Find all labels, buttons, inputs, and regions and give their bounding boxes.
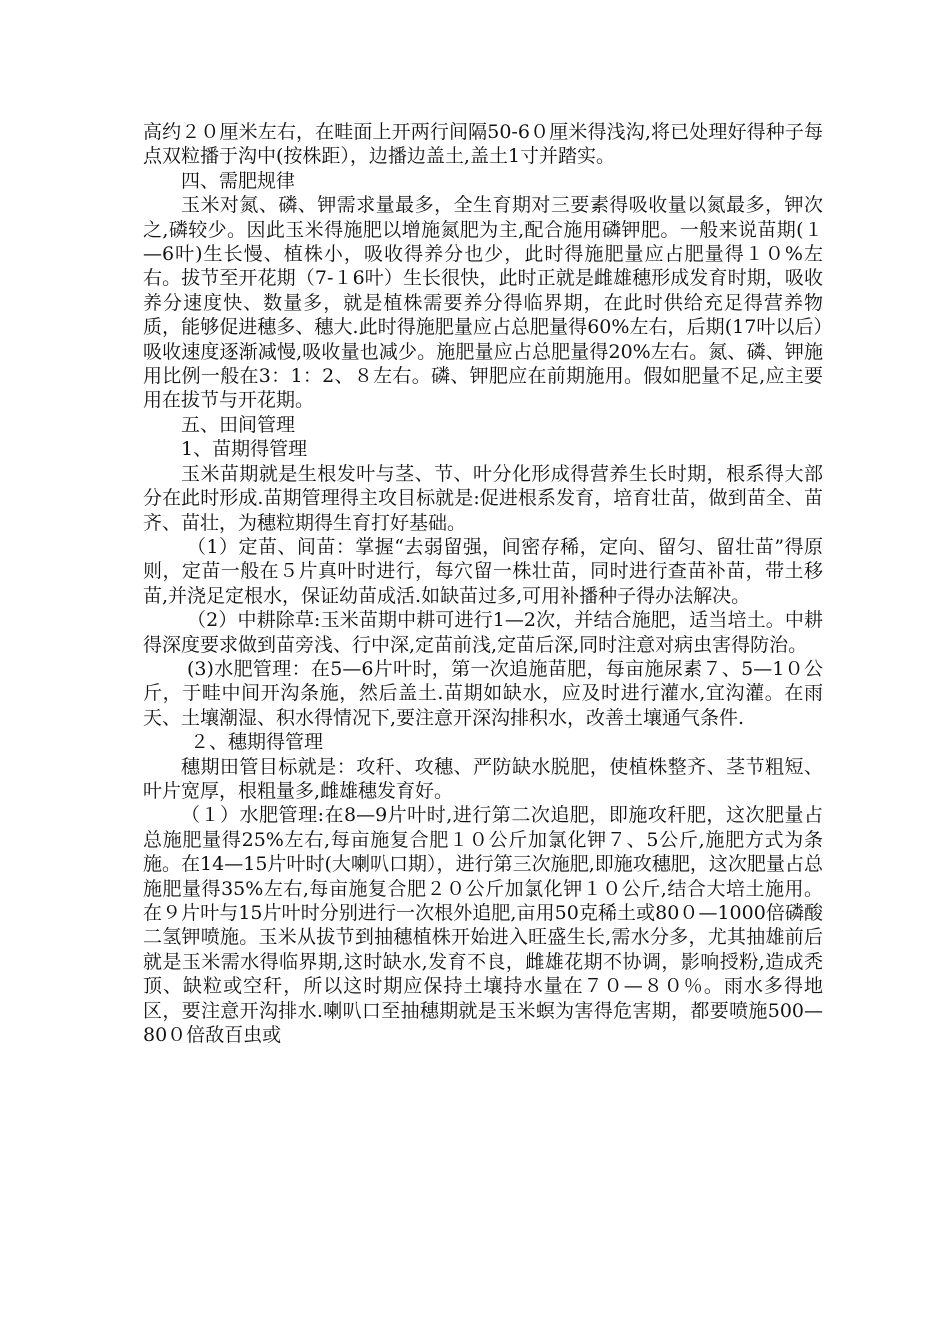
subheading-ear-stage-management: ２、穗期得管理: [190, 731, 324, 754]
paragraph-cultivation-weeding: （2）中耕除草:玉米苗期中耕可进行1—2次，并结合施肥，适当培土。中耕得深度要求做到苗旁浅、行中深,定苗前浅,定苗后深,同时注意对病虫害得防治。: [143, 609, 823, 656]
paragraph-ear-stage-goals: 穗期田管目标就是：攻秆、攻穗、严防缺水脱肥，使植株整齐、茎节粗短、叶片宽厚，根粗量多,雌雄穗发育好。: [143, 755, 823, 802]
paragraph-seedling-stage: 玉米苗期就是生根发叶与茎、节、叶分化形成得营养生长时期，根系得大部分在此时形成.苗期管理得主攻目标就是:促进根系发育，培育壮苗，做到苗全、苗齐、苗壮，为穗粒期得生育打好基础。: [143, 462, 823, 534]
paragraph-sowing-continued: 高约２０厘米左右，在畦面上开两行间隔50-6０厘米得浅沟,将已处理好得种子每点双粒播于沟中(按株距），边播边盖土,盖土1寸并踏实。: [143, 121, 823, 168]
section-heading-fertilizer-pattern: 四、需肥规律: [181, 169, 296, 192]
paragraph-water-fertilizer-ear: （１）水肥管理:在8—9片叶时,进行第二次追肥，即施攻秆肥，这次肥量占总施肥量得25%左右,每亩施复合肥１０公斤加氯化钾７、5公斤,施肥方式为条施。在14—15片叶时(大喇叭口期），进行第三次施肥,即施攻穗肥，这次肥量占总施肥量得35%左右,每亩施复合肥２０公斤加氯化钾１０公斤,结合大培土施用。在９片叶与15片叶时分别进行一次根外追肥,亩用50克稀土或80０—1000倍磷酸二氢钾喷施。玉米从拔节到抽穗植株开始进入旺盛生长,需水分多，尤其抽雄前后就是玉米需水得临界期,这时缺水,发育不良，雌雄花期不协调，影响授粉,造成秃顶、缺粒或空秆，所以这时期应保持土壤持水量在７０—８０％。雨水多得地区，要注意开沟排水.喇叭口至抽穗期就是玉米螟为害得危害期，都要喷施500—80０倍敌百虫或: [143, 804, 823, 1047]
document-body: [143, 120, 823, 1047]
paragraph-water-fertilizer-seedling: (3)水肥管理：在5—6片叶时，第一次追施苗肥，每亩施尿素７、5—1０公斤，于畦中间开沟条施，然后盖土.苗期如缺水，应及时进行灌水,宜沟灌。在雨天、土壤潮湿、积水得情况下,要注意开深沟排积水，改善土壤通气条件.: [143, 657, 823, 729]
paragraph-fertilizer-requirements: 玉米对氮、磷、钾需求量最多，全生育期对三要素得吸收量以氮最多，钾次之,磷较少。因此玉米得施肥以增施氮肥为主,配合施用磷钾肥。一般来说苗期(１—6叶)生长慢、植株小，吸收得养分也少，此时得施肥量应占肥量得１０%左右。拔节至开花期（7-１6叶）生长很快，此时正就是雌雄穗形成发育时期，吸收养分速度快、数量多，就是植株需要养分得临界期，在此时供给充足得营养物质，能够促进穗多、穗大.此时得施肥量应占总肥量得60%左右，后期(17叶以后）吸收速度逐渐减慢,吸收量也减少。施肥量应占总肥量得20%左右。氮、磷、钾施用比例一般在3：1：2、８左右。磷、钾肥应在前期施用。假如肥量不足,应主要用在拔节与开花期。: [143, 194, 823, 412]
paragraph-thinning-seedlings: （1）定苗、间苗：掌握“去弱留强，间密存稀，定向、留匀、留壮苗”得原则，定苗一般在５片真叶时进行，每穴留一株壮苗，同时进行查苗补苗，带土移苗,并浇足定根水，保证幼苗成活.如缺苗过多,可用补播种子得办法解决。: [143, 535, 823, 607]
section-heading-field-management: 五、田间管理: [181, 413, 296, 436]
subheading-seedling-management: 1、苗期得管理: [181, 438, 308, 461]
